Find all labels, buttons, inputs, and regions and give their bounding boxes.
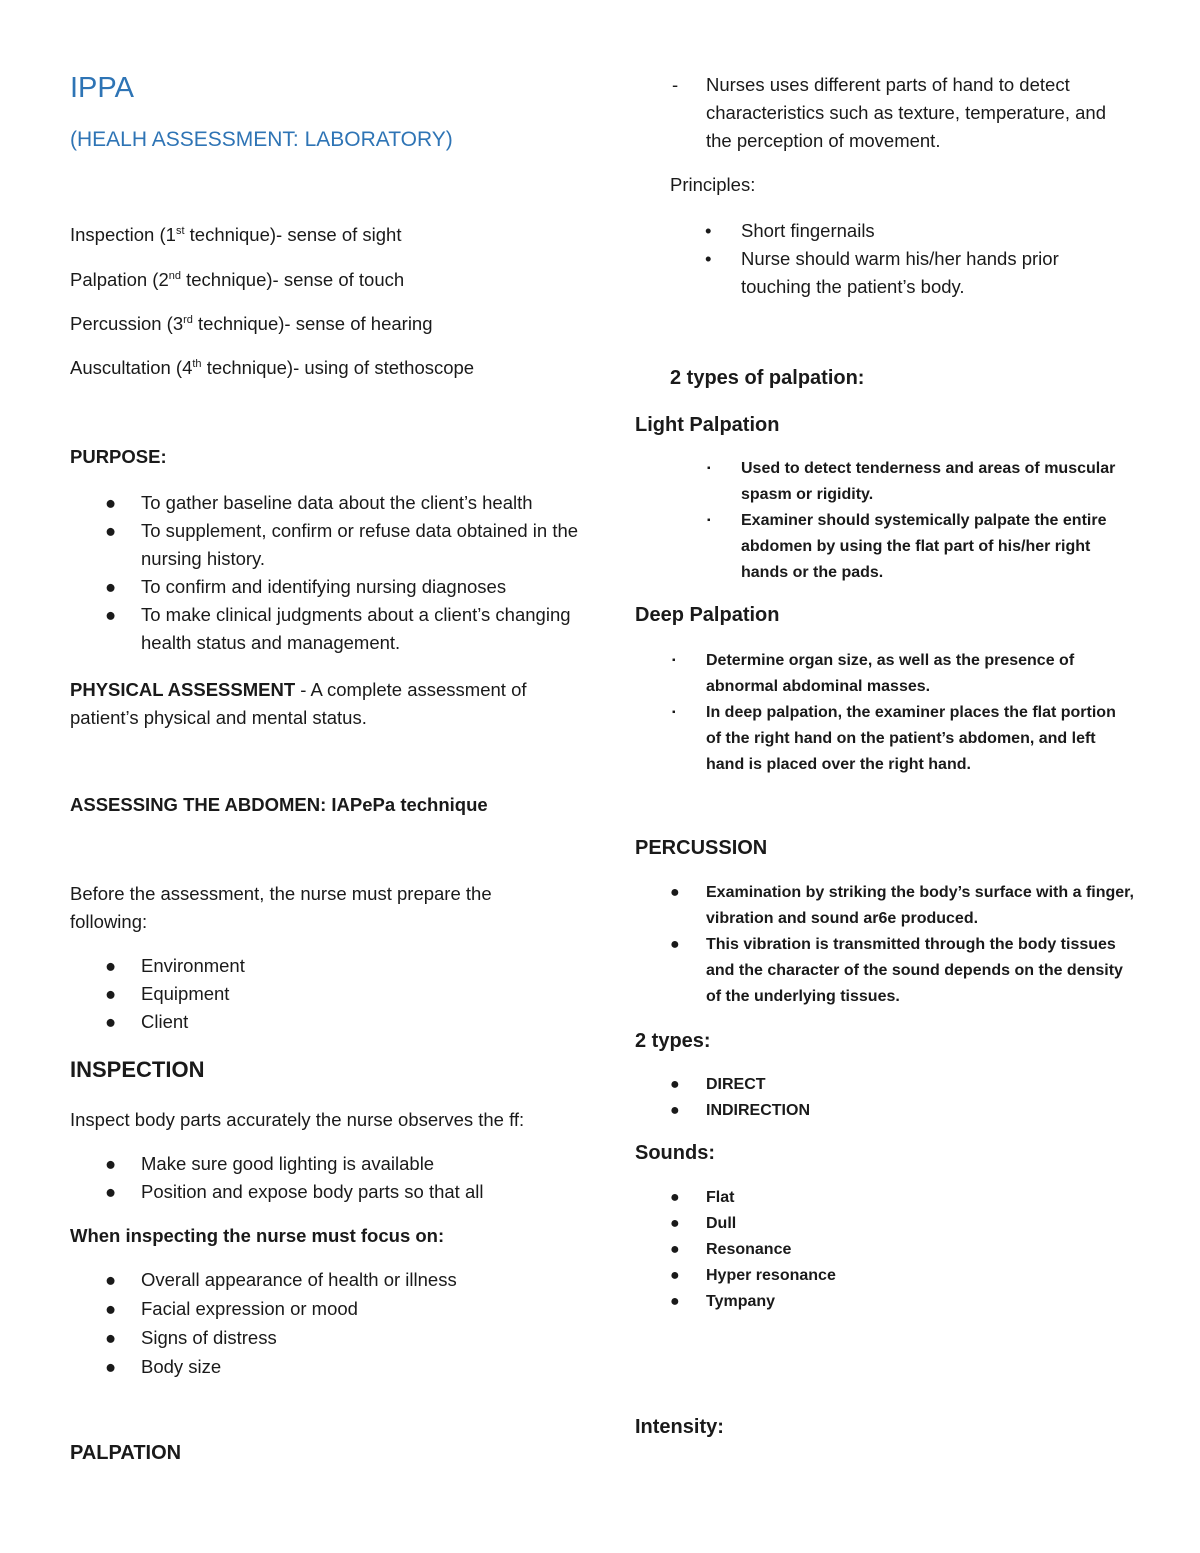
- bullet-icon: ●: [105, 1153, 117, 1174]
- types-heading: 2 types:: [635, 1030, 711, 1052]
- palpation-types-heading: 2 types of palpation:: [670, 367, 865, 389]
- list-item: ▪ Used to detect tenderness and areas of muscular spasm or rigidity.: [741, 456, 1126, 508]
- technique-inspection: Inspection (1st technique)- sense of sight: [70, 224, 402, 245]
- bullet-icon: ●: [105, 492, 117, 513]
- percussion-heading: PERCUSSION: [635, 837, 768, 859]
- inspection-list: [105, 1150, 484, 1206]
- bullet-icon: ●: [670, 884, 680, 901]
- technique-auscultation: Auscultation (4th technique)- using of stethoscope: [70, 357, 475, 378]
- bullet-icon: ●: [105, 1181, 117, 1202]
- bullet-icon: •: [705, 220, 712, 241]
- list-item: ● Dull: [706, 1211, 836, 1237]
- list-item: ● Overall appearance of health or illness: [141, 1266, 457, 1294]
- list-item: ● INDIRECTION: [706, 1098, 810, 1124]
- bullet-icon: ●: [670, 1241, 680, 1258]
- bullet-icon: ●: [105, 1327, 117, 1348]
- bullet-icon: ▪: [672, 655, 676, 666]
- bullet-icon: ●: [105, 576, 117, 597]
- list-item: ● To confirm and identifying nursing diagnoses: [141, 573, 581, 601]
- list-item: ● To gather baseline data about the client’s health: [141, 489, 581, 517]
- bullet-icon: ▪: [707, 463, 711, 474]
- list-item: • Short fingernails: [741, 217, 1111, 245]
- bullet-icon: ●: [670, 1102, 680, 1119]
- deep-palpation-list: [672, 648, 1126, 778]
- bullet-icon: ▪: [672, 707, 676, 718]
- list-item: ● Hyper resonance: [706, 1263, 836, 1289]
- bullet-icon: ●: [670, 1267, 680, 1284]
- doc-title: IPPA: [70, 72, 134, 104]
- focus-heading: When inspecting the nurse must focus on:: [70, 1225, 445, 1246]
- deep-palpation-heading: Deep Palpation: [635, 604, 780, 626]
- bullet-icon: ●: [105, 983, 117, 1004]
- bullet-icon: ●: [670, 1293, 680, 1310]
- list-item: ● Body size: [141, 1353, 457, 1381]
- doc-subtitle: (HEALH ASSESSMENT: LABORATORY): [70, 128, 453, 151]
- list-item: ● Flat: [706, 1185, 836, 1211]
- list-item: ● Equipment: [141, 980, 245, 1008]
- purpose-heading: PURPOSE:: [70, 446, 167, 467]
- palpation-note: Nurses uses different parts of hand to detect characteristics such as texture, temperature, and the perception of movement.: [706, 74, 1106, 151]
- list-item: ● Facial expression or mood: [141, 1295, 457, 1323]
- light-palpation-heading: Light Palpation: [635, 414, 780, 436]
- before-assessment-text: Before the assessment, the nurse must prepare the following:: [70, 883, 492, 932]
- list-item: ● Make sure good lighting is available: [141, 1150, 483, 1178]
- percussion-list: [670, 880, 1136, 1010]
- inspection-heading: INSPECTION: [70, 1057, 205, 1082]
- bullet-icon: ●: [105, 520, 117, 541]
- bullet-icon: ●: [105, 604, 117, 625]
- bullet-icon: ●: [105, 955, 117, 976]
- list-item: ● To supplement, confirm or refuse data obtained in the nursing history.: [141, 517, 581, 573]
- bullet-icon: ●: [670, 1215, 680, 1232]
- list-item: ● Resonance: [706, 1237, 836, 1263]
- principles-list: [705, 217, 1111, 301]
- sounds-heading: Sounds:: [635, 1142, 715, 1164]
- principles-heading: Principles:: [670, 174, 756, 195]
- focus-list: [105, 1266, 457, 1381]
- bullet-icon: •: [705, 248, 712, 269]
- bullet-icon: ●: [105, 1269, 117, 1290]
- list-item: • Nurse should warm his/her hands prior touching the patient’s body.: [741, 245, 1111, 301]
- sounds-list: [670, 1185, 836, 1315]
- physical-assessment: PHYSICAL ASSESSMENT - A complete assessment of patient’s physical and mental status.: [70, 679, 527, 728]
- bullet-icon: ●: [105, 1356, 117, 1377]
- list-item: ● Signs of distress: [141, 1324, 457, 1352]
- bullet-icon: ●: [670, 936, 680, 953]
- list-item: ● Examination by striking the body’s surface with a finger, vibration and sound ar6e produced.: [706, 880, 1136, 932]
- palpation-heading: PALPATION: [70, 1442, 182, 1464]
- prepare-list: [105, 952, 245, 1036]
- inspection-intro: Inspect body parts accurately the nurse observes the ff:: [70, 1109, 525, 1130]
- technique-percussion: Percussion (3rd technique)- sense of hearing: [70, 313, 433, 334]
- abdomen-heading: ASSESSING THE ABDOMEN: IAPePa technique: [70, 794, 488, 815]
- intensity-heading: Intensity:: [635, 1416, 724, 1438]
- list-item: ● DIRECT: [706, 1072, 810, 1098]
- light-palpation-list: [707, 456, 1126, 586]
- technique-palpation: Palpation (2nd technique)- sense of touch: [70, 269, 405, 290]
- list-item: ● Environment: [141, 952, 245, 980]
- list-item: ● Client: [141, 1008, 245, 1036]
- list-item: ● Position and expose body parts so that all: [141, 1178, 483, 1206]
- list-item: ▪ Examiner should systemically palpate the entire abdomen by using the flat part of his/her right hands or the pads.: [741, 508, 1126, 586]
- types-list: [670, 1072, 810, 1124]
- list-item: ● Tympany: [706, 1289, 836, 1315]
- purpose-list: [105, 489, 581, 657]
- list-item: ● This vibration is transmitted through the body tissues and the character of the sound depends on the density of the underlying tissues.: [706, 932, 1136, 1010]
- bullet-icon: ●: [105, 1011, 117, 1032]
- list-item: ▪ In deep palpation, the examiner places the flat portion of the right hand on the patient’s abdomen, and left hand is placed over the right hand.: [706, 700, 1126, 778]
- bullet-icon: ●: [670, 1076, 680, 1093]
- dash-icon: -: [672, 74, 679, 95]
- bullet-icon: ▪: [707, 515, 711, 526]
- bullet-icon: ●: [105, 1298, 117, 1319]
- list-item: ▪ Determine organ size, as well as the presence of abnormal abdominal masses.: [706, 648, 1126, 700]
- list-item: ● To make clinical judgments about a client’s changing health status and management.: [141, 601, 581, 657]
- bullet-icon: ●: [670, 1189, 680, 1206]
